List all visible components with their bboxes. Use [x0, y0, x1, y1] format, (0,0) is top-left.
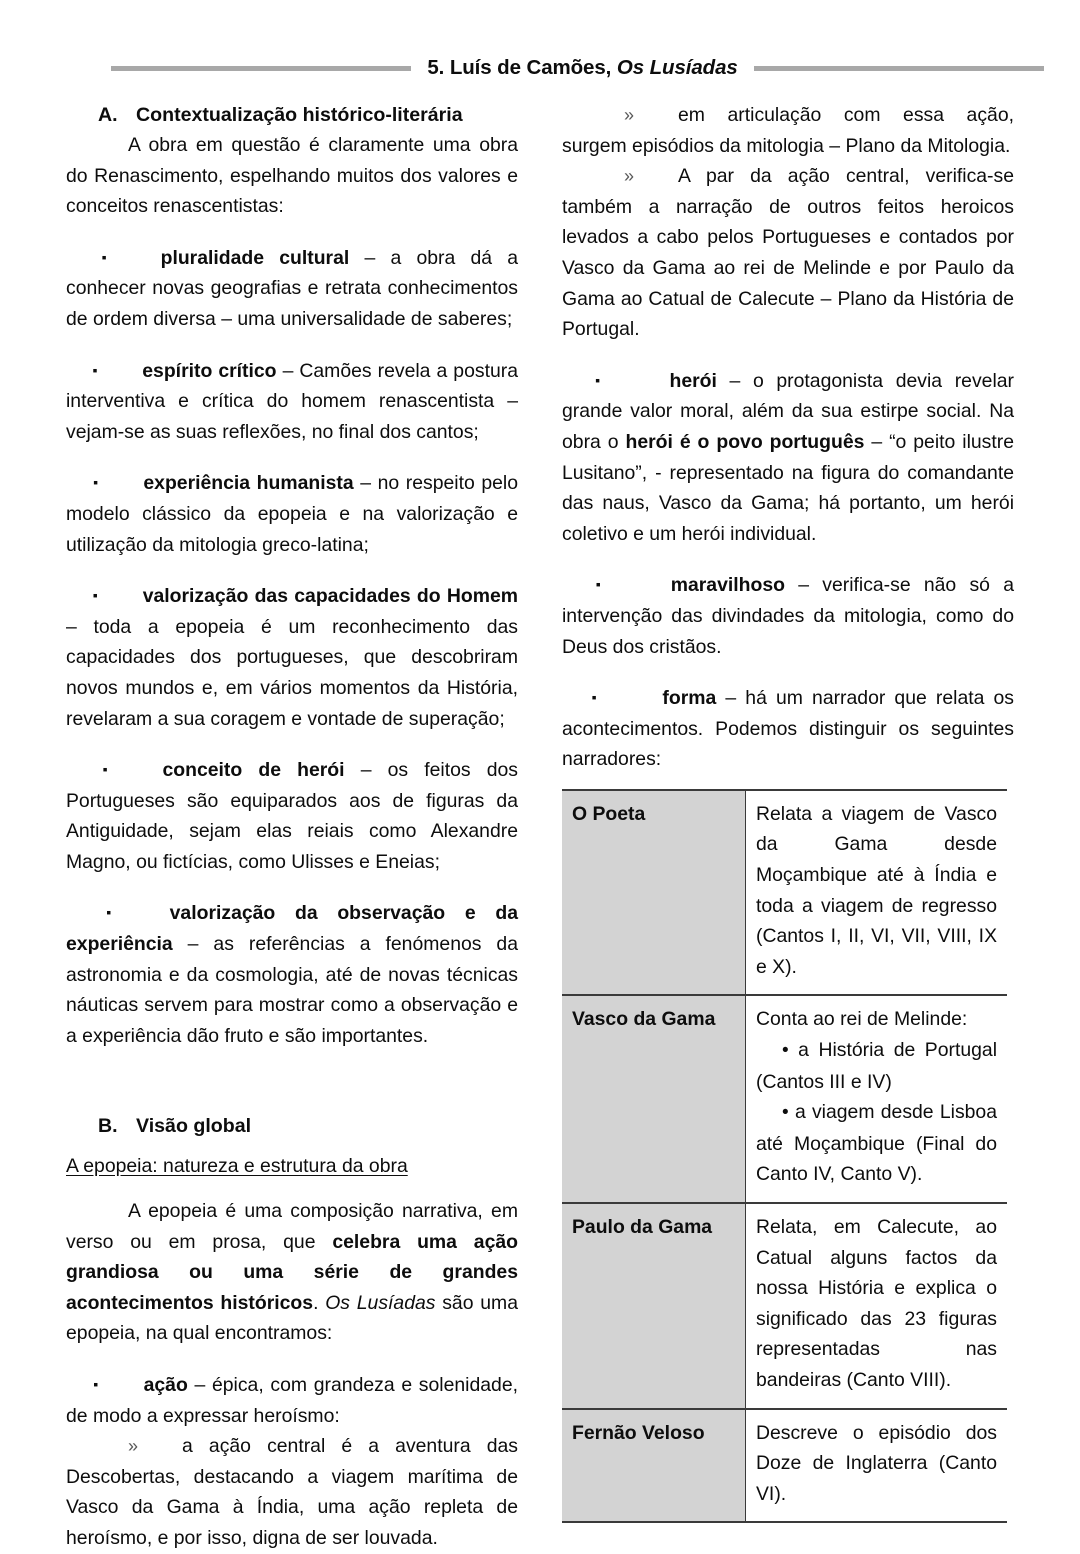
square-bullet-icon: ▪: [588, 689, 601, 706]
bullet-valorizacao-capacidades: [66, 580, 518, 734]
section-a-title: Contextualização histórico-literária: [136, 104, 463, 126]
bullet-term: conceito de herói: [162, 759, 345, 782]
guillemet-marker-icon: »: [128, 1436, 139, 1457]
bullet-text-part1: – o protagonista devia revelar grande valor moral, além da sua estirpe social. Na obra o: [562, 369, 1014, 453]
bullet-term: forma: [662, 687, 717, 710]
narrator-description: Relata, em Calecute, ao Catual alguns factos da nossa História e explica o significado das 23 figuras representadas nas bandeiras (Canto VIII).: [746, 1203, 1008, 1409]
section-a-heading: [66, 100, 518, 130]
sub-bullet-historia-portugal: [562, 161, 1014, 345]
round-bullet-icon: •: [782, 1040, 789, 1062]
narrator-name: Fernão Veloso: [562, 1409, 746, 1523]
bullet-text: – Camões revela a postura interventiva e crítica do homem renascentista – vejam-se as suas reflexões, no final dos cantos;: [66, 359, 518, 443]
bullet-term: experiência humanista: [143, 472, 354, 495]
bullet-term: valorização da observação e da experiência: [66, 902, 518, 956]
page-title-work: Os Lusíadas: [616, 56, 738, 79]
section-b-heading: [66, 1111, 518, 1141]
square-bullet-icon: ▪: [92, 474, 100, 491]
right-column: [562, 100, 1014, 1554]
bullet-valorizacao-observacao: [66, 897, 518, 1051]
table-row: [562, 1203, 1007, 1409]
bullet-acao: [66, 1369, 518, 1431]
bullet-term: espírito crítico: [142, 359, 277, 382]
header-rule-left: [111, 66, 411, 71]
section-b-letter: B.: [98, 1115, 118, 1138]
bullet-forma: [562, 682, 1014, 775]
square-bullet-icon: ▪: [92, 587, 99, 604]
bullet-term: maravilhoso: [670, 574, 785, 597]
bullet-text: – toda a epopeia é um reconhecimento das capacidades dos portugueses, que descobriram novos mundos e, em vários momentos da História, revelaram a sua coragem e vontade de superação;: [66, 615, 518, 730]
bullet-text-bold2: herói é o povo português: [625, 430, 865, 453]
square-bullet-icon: ▪: [92, 904, 126, 921]
bullet-text: – os feitos dos Portugueses são equiparados aos de figuras da Antiguidade, sejam elas reiais como Alexandre Magno, ou fictícias, como Ulisses e Eneias;: [66, 759, 518, 873]
document-body: [0, 100, 1080, 1554]
bullet-text: – há um narrador que relata os acontecimentos. Podemos distinguir os seguintes narradores:: [562, 687, 1014, 771]
square-bullet-icon: ▪: [92, 361, 99, 378]
narrator-name: Vasco da Gama: [562, 995, 746, 1203]
bullet-conceito-de-heroi: [66, 754, 518, 877]
header-rule-right: [754, 66, 1044, 71]
bullet-term: herói: [669, 369, 717, 392]
paragraph-post: são uma epopeia, na qual encontramos:: [66, 1291, 518, 1345]
guillemet-marker-icon: »: [624, 166, 635, 187]
bullet-experiencia-humanista: [66, 467, 518, 560]
page-title: [427, 56, 737, 80]
bullet-text: – no respeito pelo modelo clássico da epopeia e na valorização e utilização da mitologia greco-latina;: [66, 472, 519, 556]
paragraph-mid: .: [313, 1291, 326, 1314]
bullet-espirito-critico: [66, 355, 518, 448]
paragraph-pre: A epopeia é uma composição narrativa, em verso ou em prosa, que: [66, 1200, 518, 1253]
sub-bullet-text: a ação central é a aventura das Descobertas, destacando a viagem marítima de Vasco da Gama à Índia, uma ação repleta de heroísmo, e por isso, digna de ser louvada.: [66, 1435, 518, 1549]
paragraph-italic-title: Os Lusíadas: [325, 1291, 436, 1314]
page-title-number: 5.: [427, 56, 445, 79]
page-header: [0, 48, 1080, 88]
table-row: [562, 1409, 1007, 1523]
sub-bullet-text: A par da ação central, verifica-se também a narração de outros feitos heroicos levados a cabo pelos Portugueses e contados por Vasco da Gama ao rei de Melinde e por Paulo da Gama ao Catual de Calecute – Plano da História de Portugal.: [562, 165, 1014, 341]
bullet-text: – verifica-se não só a intervenção das divindades da mitologia, como do Deus dos cristãos.: [562, 574, 1014, 658]
table-row: [562, 995, 1007, 1203]
narrator-sub-item: [756, 1097, 997, 1190]
sub-bullet-text: em articulação com essa ação, surgem episódios da mitologia – Plano da Mitologia.: [562, 104, 1014, 157]
left-column: [66, 100, 518, 1554]
bullet-text: – épica, com grandeza e solenidade, de modo a expressar heroísmo:: [66, 1374, 518, 1427]
bullet-term: valorização das capacidades do Homem: [142, 585, 518, 608]
guillemet-marker-icon: »: [624, 105, 635, 125]
narrators-table: [562, 789, 1007, 1523]
square-bullet-icon: ▪: [92, 1376, 100, 1392]
bullet-text: – a obra dá a conhecer novas geografias e retrata conhecimentos de ordem diversa – uma universalidade de saberes;: [66, 246, 519, 330]
bullet-text: – as referências a fenómenos da astronomia e da cosmologia, até de novas técnicas náuticas servem para mostrar como a observação e a experiência dão fruto e são importantes.: [66, 933, 518, 1047]
narrator-description: Relata a viagem de Vasco da Gama desde Moçambique até à Índia e toda a viagem de regresso (Cantos I, II, VI, VII, VIII, IX e X).: [746, 790, 1008, 996]
narrator-description-intro: Conta ao rei de Melinde:: [756, 1008, 968, 1031]
section-b-subtitle: A epopeia: natureza e estrutura da obra: [66, 1155, 408, 1178]
section-a-intro: A obra em questão é claramente uma obra do Renascimento, espelhando muitos dos valores e conceitos renascentistas:: [66, 134, 518, 218]
square-bullet-icon: ▪: [588, 576, 609, 593]
section-b-paragraph: [66, 1196, 518, 1349]
narrator-description: [746, 995, 1008, 1203]
narrator-sub-item: [756, 1035, 997, 1097]
bullet-heroi: [562, 365, 1014, 550]
sub-bullet-acao-central: [66, 1431, 518, 1553]
narrator-sub-item-text: a viagem desde Lisboa até Moçambique (Final do Canto IV, Canto V).: [756, 1101, 998, 1186]
section-b-title: Visão global: [136, 1115, 252, 1138]
page-title-author: Luís de Camões,: [449, 56, 612, 79]
sub-bullet-mitologia: [562, 100, 1014, 161]
bullet-text-part2: – “o peito ilustre Lusitano”, - representado na figura do comandante das naus, Vasco da Gama; há portanto, um herói coletivo e um herói individual.: [562, 430, 1014, 545]
bullet-term: ação: [143, 1374, 188, 1396]
bullet-pluralidade-cultural: [66, 242, 518, 335]
bullet-term: pluralidade cultural: [160, 246, 350, 269]
bullet-maravilhoso: [562, 569, 1014, 662]
narrator-name: O Poeta: [562, 790, 746, 996]
paragraph-bold: celebra uma ação grandiosa ou uma série de grandes acontecimentos históricos: [66, 1230, 518, 1314]
section-a-letter: A.: [98, 104, 118, 126]
table-row: [562, 790, 1007, 996]
narrator-name: Paulo da Gama: [562, 1203, 746, 1409]
square-bullet-icon: ▪: [92, 248, 117, 265]
square-bullet-icon: ▪: [588, 371, 608, 388]
round-bullet-icon: •: [782, 1102, 789, 1124]
narrator-sub-item-text: a História de Portugal (Cantos III e IV): [756, 1039, 997, 1093]
narrator-description: Descreve o episódio dos Doze de Inglaterra (Canto VI).: [746, 1409, 1008, 1523]
square-bullet-icon: ▪: [92, 761, 119, 778]
